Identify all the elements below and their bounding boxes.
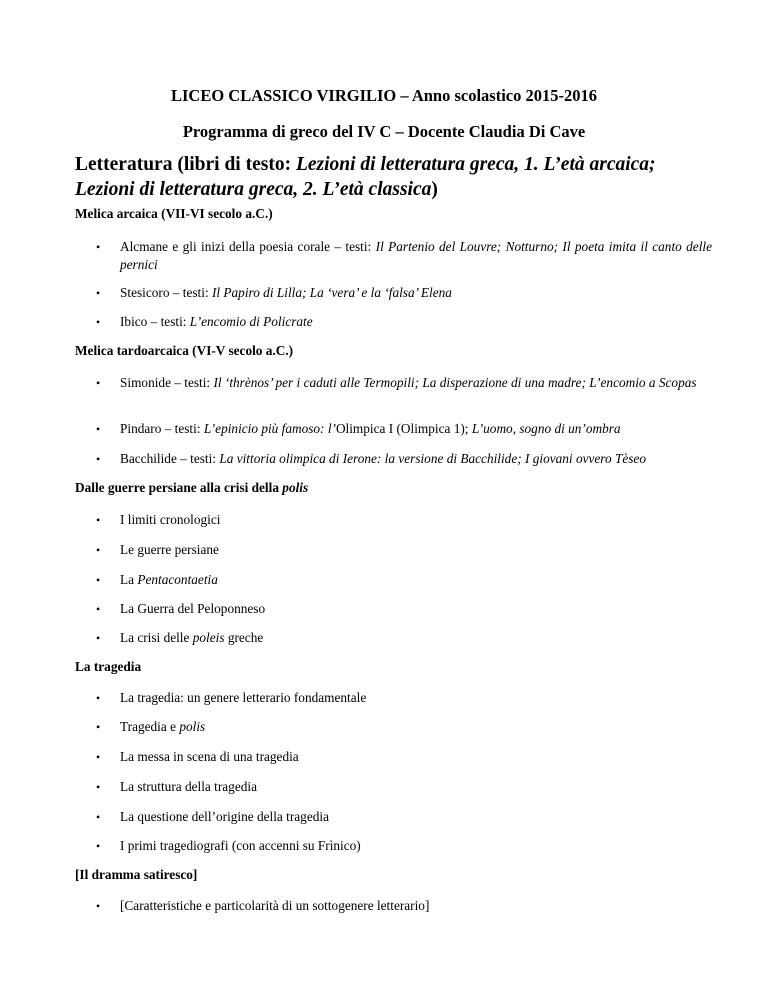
section-title-guerre [75, 480, 308, 496]
school-title: LICEO CLASSICO VIRGILIO – Anno scolastico 2015-2016 [170, 86, 598, 105]
program-title: Programma di greco del IV C – Docente Claudia Di Cave [182, 122, 586, 141]
item-text: I primi tragediografi (con accenni su Frìnico) [120, 838, 361, 853]
item-italic-text: Il Papiro di Lilla; La ‘vera’ e la ‘falsa’ Elena [211, 285, 452, 300]
bullet-icon: • [96, 543, 101, 557]
section-title-text: Dalle guerre persiane alla crisi della [75, 480, 283, 495]
bullet-icon: • [96, 422, 101, 436]
item-italic-text: Pentacontaetia [137, 572, 218, 587]
item-italic-text: Il ‘thrènos’ per i caduti alle Termopili; La disperazione di una madre; L’encomio a Scopas [213, 375, 697, 390]
literature-heading [75, 152, 705, 202]
item-text: Alcmane e gli inizi della poesia corale – testi: [120, 239, 376, 254]
bullet-icon: • [96, 810, 101, 824]
bullet-icon: • [96, 899, 101, 913]
item-text: Olimpica I (Olimpica 1); [335, 421, 472, 436]
item-text: I limiti cronologici [120, 512, 221, 527]
bullet-icon: • [96, 513, 101, 527]
literature-books: Lezioni di letteratura greca, 1. L’età arcaica; Lezioni di letteratura greca, 2. L’età classica [75, 154, 656, 200]
item-italic-text: poleis [192, 630, 225, 645]
section-title-tragedia: La tragedia [75, 659, 142, 674]
item-italic-text: La vittoria olimpica di Ierone: la versione di Bacchilide; I giovani ovvero Tèseo [219, 451, 646, 466]
literature-prefix: Letteratura (libri di testo: [75, 154, 296, 175]
item-text: La tragedia: un genere letterario fondamentale [120, 690, 367, 705]
item-text: La [120, 572, 138, 587]
bullet-icon: • [96, 315, 101, 329]
item-text: Tragedia e [120, 719, 180, 734]
bullet-icon: • [96, 839, 101, 853]
item-text: Stesicoro – testi: [120, 285, 212, 300]
bullet-icon: • [96, 286, 101, 300]
item-text: La Guerra del Peloponneso [120, 601, 266, 616]
section-title-melica-tardoarcaica: Melica tardoarcaica (VI-V secolo a.C.) [75, 343, 294, 358]
bullet-icon: • [96, 691, 101, 705]
bullet-icon: • [96, 720, 101, 734]
item-italic-text: Il Partenio del Louvre; Notturno; Il poeta imita il canto delle pernici [120, 239, 713, 272]
bullet-icon: • [96, 376, 101, 390]
bullet-icon: • [96, 452, 101, 466]
item-text: La struttura della tragedia [120, 779, 257, 794]
section-title-italic: polis [282, 480, 309, 495]
item-text: Pindaro – testi: [120, 421, 204, 436]
item-italic-text: L’encomio di Policrate [189, 314, 313, 329]
bullet-icon: • [96, 631, 101, 645]
bullet-icon: • [96, 750, 101, 764]
item-text: [Caratteristiche e particolarità di un sottogenere letterario] [120, 898, 430, 913]
item-text: Simonide – testi: [120, 375, 214, 390]
bullet-icon: • [96, 240, 101, 254]
item-italic-text: L’uomo, sogno di un’ombra [471, 421, 621, 436]
item-italic-text: polis [179, 719, 206, 734]
item-text: Bacchilide – testi: [120, 451, 220, 466]
section-title-dramma: [Il dramma satiresco] [75, 867, 198, 882]
section-title-melica-arcaica: Melica arcaica (VII-VI secolo a.C.) [75, 206, 273, 221]
bullet-icon: • [96, 573, 101, 587]
item-italic-text: L’epinicio più famoso: l’ [203, 421, 336, 436]
literature-suffix: ) [431, 179, 438, 200]
item-text: La messa in scena di una tragedia [120, 749, 299, 764]
item-text: greche [224, 630, 264, 645]
item-text: La crisi delle [120, 630, 193, 645]
bullet-icon: • [96, 602, 101, 616]
item-text: Ibico – testi: [120, 314, 190, 329]
item-text: Le guerre persiane [120, 542, 219, 557]
bullet-icon: • [96, 780, 101, 794]
item-text: La questione dell’origine della tragedia [120, 809, 329, 824]
